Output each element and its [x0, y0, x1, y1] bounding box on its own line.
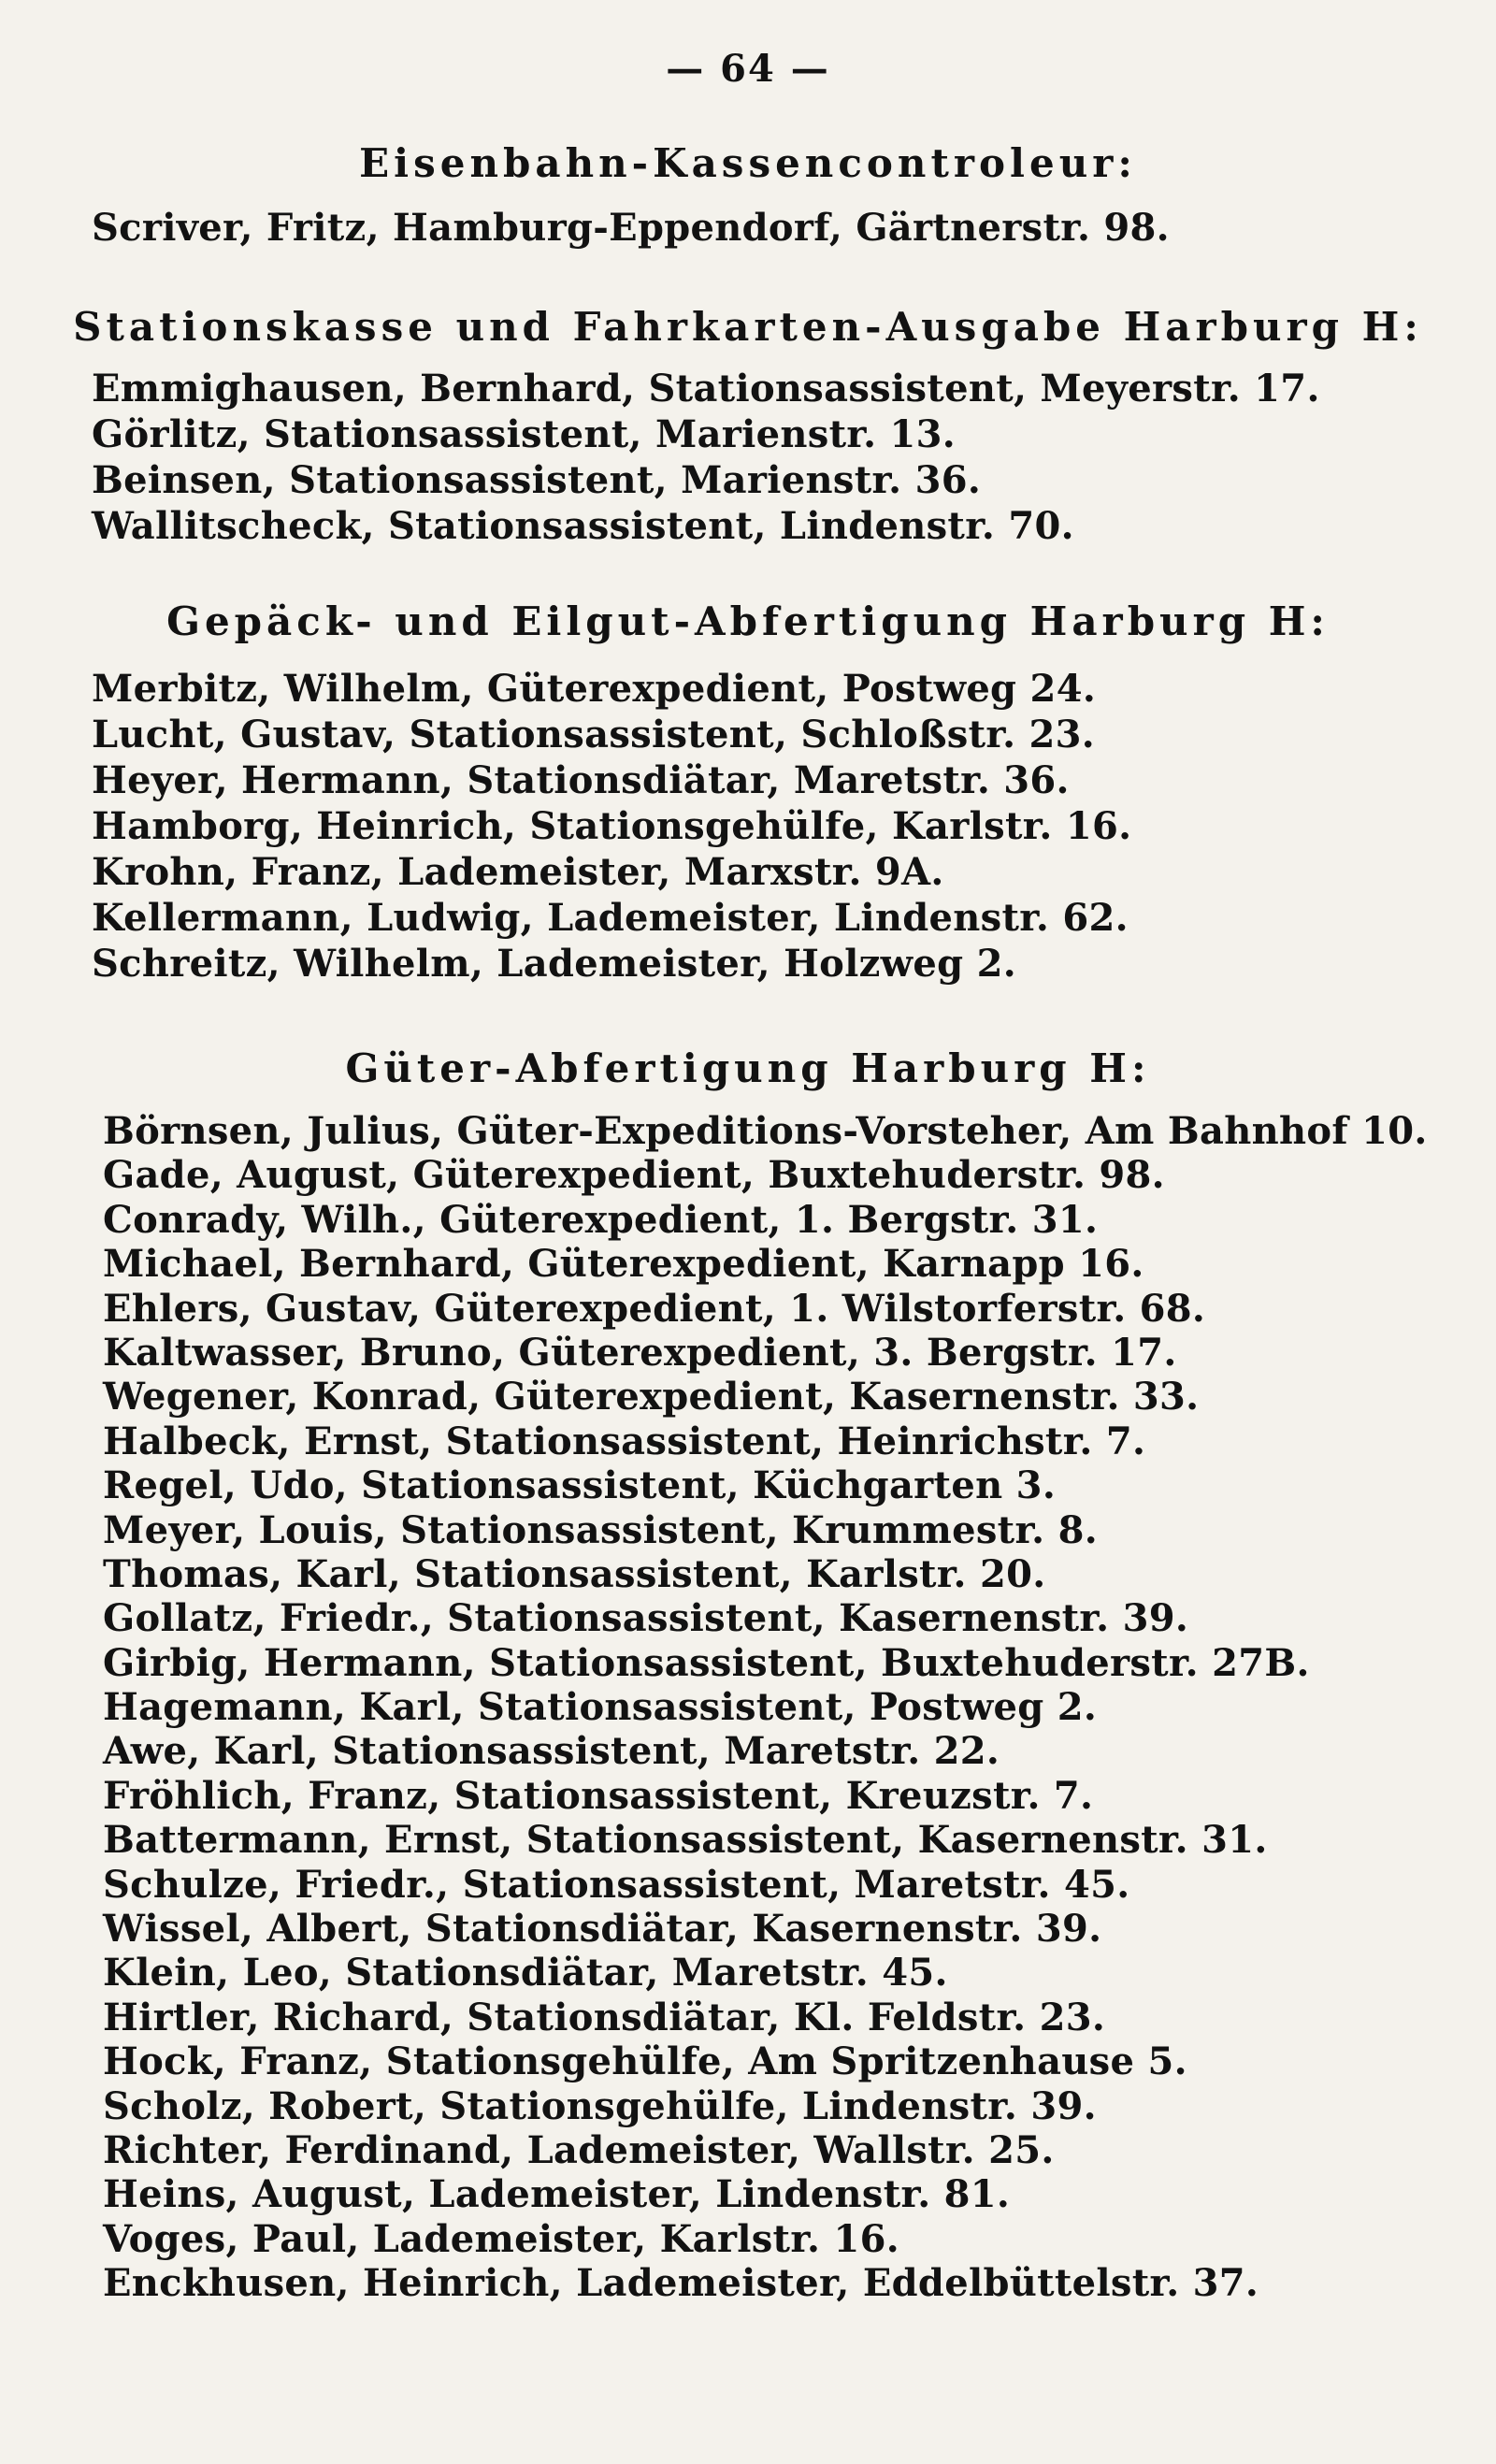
list-item: Krohn, Franz, Lademeister, Marxstr. 9A. — [92, 850, 944, 894]
list-item: Emmighausen, Bernhard, Stationsassistent, Meyerstr. 17. — [92, 367, 1320, 411]
list-item: Gollatz, Friedr., Stationsassistent, Kasernenstr. 39. — [103, 1596, 1189, 1641]
list-item: Gade, August, Güterexpedient, Buxtehuderstr. 98. — [103, 1153, 1165, 1198]
list-item: Girbig, Hermann, Stationsassistent, Buxtehuderstr. 27B. — [103, 1640, 1310, 1685]
list-item: Battermann, Ernst, Stationsassistent, Kasernenstr. 31. — [103, 1818, 1268, 1863]
list-item: Schulze, Friedr., Stationsassistent, Maretstr. 45. — [103, 1862, 1130, 1907]
list-item: Halbeck, Ernst, Stationsassistent, Heinrichstr. 7. — [103, 1419, 1146, 1463]
section-list-kassencontroleur — [92, 206, 1170, 255]
list-item: Enckhusen, Heinrich, Lademeister, Eddelbüttelstr. 37. — [103, 2261, 1259, 2306]
section-list-stationskasse — [92, 367, 1320, 554]
list-item: Richter, Ferdinand, Lademeister, Wallstr. 25. — [103, 2127, 1055, 2172]
list-item: Kellermann, Ludwig, Lademeister, Lindenstr. 62. — [92, 896, 1129, 940]
section-heading-gepaeck-eilgut: Gepäck- und Eilgut-Abfertigung Harburg H: — [166, 598, 1330, 644]
section-list-gepaeck-eilgut — [92, 667, 1132, 991]
list-item: Wissel, Albert, Stationsdiätar, Kasernenstr. 39. — [103, 1907, 1102, 1952]
list-item: Hagemann, Karl, Stationsassistent, Postweg 2. — [103, 1685, 1098, 1730]
list-item: Thomas, Karl, Stationsassistent, Karlstr. 20. — [103, 1551, 1046, 1596]
list-item: Hamborg, Heinrich, Stationsgehülfe, Karlstr. 16. — [92, 804, 1132, 848]
list-item: Hock, Franz, Stationsgehülfe, Am Spritzenhause 5. — [103, 2039, 1187, 2084]
section-list-gueter-abfertigung — [103, 1109, 1428, 2310]
section-heading-stationskasse: Stationskasse und Fahrkarten-Ausgabe Harburg H: — [73, 304, 1423, 350]
list-item: Voges, Paul, Lademeister, Karlstr. 16. — [103, 2216, 899, 2261]
list-item: Kaltwasser, Bruno, Güterexpedient, 3. Bergstr. 17. — [103, 1330, 1177, 1375]
list-item: Schreitz, Wilhelm, Lademeister, Holzweg 2. — [92, 942, 1017, 986]
list-item: Conrady, Wilh., Güterexpedient, 1. Bergstr. 31. — [103, 1197, 1099, 1242]
section-heading-gueter-abfertigung: Güter-Abfertigung Harburg H: — [345, 1045, 1151, 1091]
list-item: Klein, Leo, Stationsdiätar, Maretstr. 45. — [103, 1951, 948, 1996]
list-item: Hirtler, Richard, Stationsdiätar, Kl. Feldstr. 23. — [103, 1995, 1106, 2039]
list-item: Heyer, Hermann, Stationsdiätar, Maretstr. 36. — [92, 758, 1070, 802]
list-item: Merbitz, Wilhelm, Güterexpedient, Postweg 24. — [92, 667, 1097, 711]
list-item: Wallitscheck, Stationsassistent, Lindenstr. 70. — [92, 504, 1074, 548]
list-item: Lucht, Gustav, Stationsassistent, Schloßstr. 23. — [92, 713, 1096, 756]
list-item: Awe, Karl, Stationsassistent, Maretstr. 22. — [103, 1729, 1000, 1774]
list-item: Beinsen, Stationsassistent, Marienstr. 36. — [92, 458, 982, 502]
list-item: Meyer, Louis, Stationsassistent, Krummestr. 8. — [103, 1507, 1098, 1552]
list-item: Michael, Bernhard, Güterexpedient, Karnapp 16. — [103, 1242, 1144, 1287]
section-heading-kassencontroleur: Eisenbahn-Kassencontroleur: — [359, 140, 1137, 186]
page-number: — 64 — — [666, 47, 830, 91]
list-item: Regel, Udo, Stationsassistent, Küchgarten 3. — [103, 1463, 1057, 1508]
list-item: Scholz, Robert, Stationsgehülfe, Lindenstr. 39. — [103, 2083, 1097, 2128]
list-item: Scriver, Fritz, Hamburg-Eppendorf, Gärtnerstr. 98. — [92, 206, 1170, 250]
list-item: Ehlers, Gustav, Güterexpedient, 1. Wilstorferstr. 68. — [103, 1286, 1206, 1331]
list-item: Fröhlich, Franz, Stationsassistent, Kreuzstr. 7. — [103, 1773, 1094, 1818]
list-item: Wegener, Konrad, Güterexpedient, Kasernenstr. 33. — [103, 1375, 1200, 1419]
list-item: Börnsen, Julius, Güter-Expeditions-Vorsteher, Am Bahnhof 10. — [103, 1109, 1428, 1153]
list-item: Heins, August, Lademeister, Lindenstr. 81. — [103, 2172, 1011, 2217]
list-item: Görlitz, Stationsassistent, Marienstr. 13. — [92, 412, 957, 456]
